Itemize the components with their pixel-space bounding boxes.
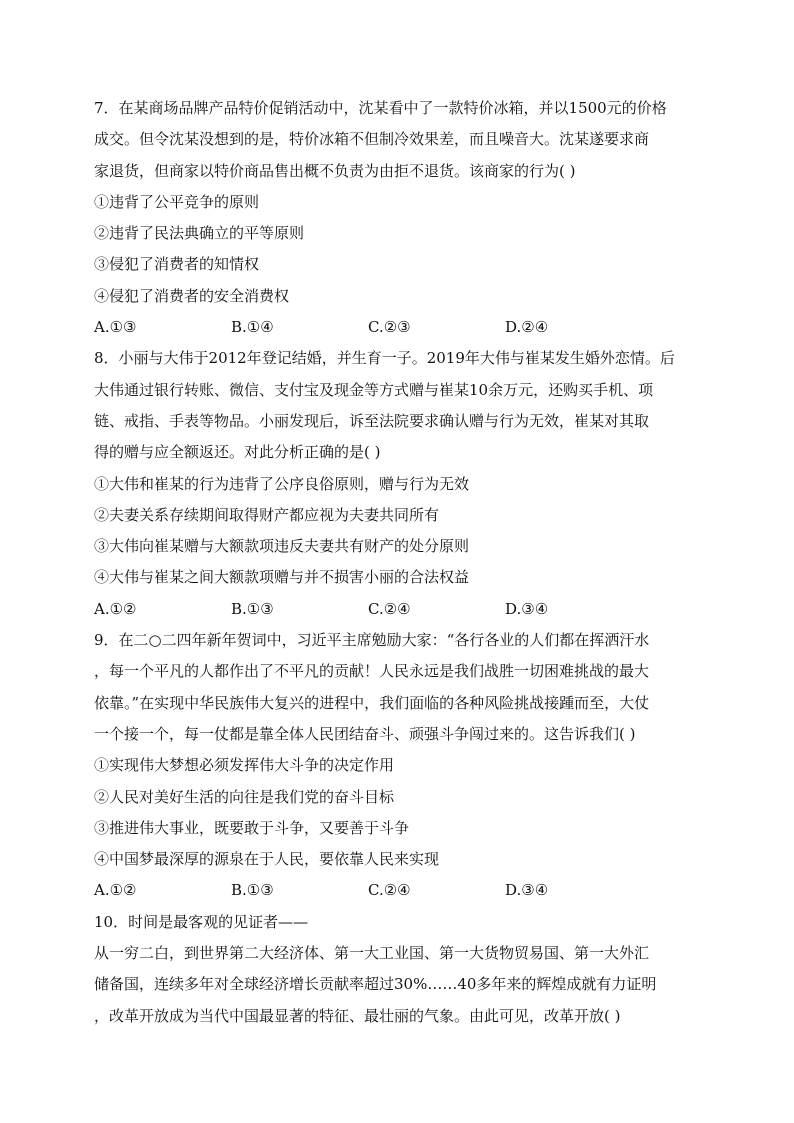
statement: ①大伟和崔某的行为违背了公序良俗原则，赠与行为无效	[94, 474, 470, 493]
question-7	[94, 93, 704, 343]
option-c: C.②④	[368, 881, 411, 900]
question-stem-line: 得的赠与应全额返还。对此分析正确的是( )	[94, 443, 381, 462]
question-stem-line: ，改革开放成为当代中国最显著的特征、最壮丽的气象。由此可见，改革开放( )	[94, 1006, 621, 1025]
question-stem-line: ，每一个平凡的人都作出了不平凡的贡献！人民永远是我们战胜一切困难挑战的最大	[94, 662, 650, 681]
exam-page	[94, 93, 704, 1032]
answer-options	[94, 875, 704, 906]
statement: ④中国梦最深厚的源泉在于人民，要依靠人民来实现	[94, 850, 440, 869]
option-a: A.①③	[94, 318, 137, 337]
question-stem-line: 链、戒指、手表等物品。小丽发现后，诉至法院要求确认赠与行为无效，崔某对其取	[94, 411, 650, 430]
option-b: B.①④	[231, 318, 274, 337]
option-c: C.②③	[368, 318, 411, 337]
statement: ②违背了民法典确立的平等原则	[94, 224, 305, 243]
question-stem-line: 7．在某商场品牌产品特价促销活动中，沈某看中了一款特价冰箱，并以1500元的价格	[94, 99, 667, 117]
question-10	[94, 907, 704, 1032]
option-b: B.①③	[231, 599, 274, 618]
statement: ②人民对美好生活的向往是我们党的奋斗目标	[94, 787, 395, 806]
question-8	[94, 343, 704, 625]
option-d: D.③④	[505, 881, 549, 900]
statement: ③侵犯了消费者的知情权	[94, 255, 260, 274]
question-stem-line: 一个接一个，每一仗都是靠全体人民团结奋斗、顽强斗争闯过来的。这告诉我们( )	[94, 724, 636, 743]
statement: ④大伟与崔某之间大额款项赠与并不损害小丽的合法权益	[94, 568, 470, 587]
option-d: D.③④	[505, 599, 549, 618]
question-stem-line: 9．在二○二四年新年贺词中，习近平主席勉励大家：“各行各业的人们都在挥洒汗水	[94, 631, 650, 650]
statement: ①违背了公平竞争的原则	[94, 192, 260, 211]
question-stem-line: 储备国，连续多年对全球经济增长贡献率超过30%……40多年来的辉煌成就有力证明	[94, 975, 657, 994]
option-a: A.①②	[94, 599, 137, 618]
question-stem-line: 大伟通过银行转账、微信、支付宝及现金等方式赠与崔某10余万元，还购买手机、项	[94, 380, 654, 399]
statement: ②夫妻关系存续期间取得财产都应视为夫妻共同所有	[94, 505, 440, 524]
answer-options	[94, 594, 704, 625]
question-stem-line: 8．小丽与大伟于2012年登记结婚，并生育一子。2019年大伟与崔某发生婚外恋情。后	[94, 349, 675, 368]
question-stem-line: 成交。但令沈某没想到的是，特价冰箱不但制冷效果差，而且噪音大。沈某遂要求商	[94, 130, 650, 149]
question-stem-line: 依靠。”在实现中华民族伟大复兴的进程中，我们面临的各种风险挑战接踵而至，大仗	[94, 693, 650, 712]
question-9	[94, 625, 704, 907]
option-b: B.①③	[231, 881, 274, 900]
statement: ①实现伟大梦想必须发挥伟大斗争的决定作用	[94, 756, 395, 775]
statement: ④侵犯了消费者的安全消费权	[94, 286, 290, 305]
question-stem-line: 从一穷二白，到世界第二大经济体、第一大工业国、第一大货物贸易国、第一大外汇	[94, 944, 650, 963]
question-stem-line: 10．时间是最客观的见证者——	[94, 912, 309, 931]
option-c: C.②④	[368, 599, 411, 618]
option-a: A.①②	[94, 881, 137, 900]
option-d: D.②④	[505, 318, 549, 337]
answer-options	[94, 312, 704, 343]
question-stem-line: 家退货，但商家以特价商品售出概不负责为由拒不退货。该商家的行为( )	[94, 161, 576, 180]
statement: ③大伟向崔某赠与大额款项违反夫妻共有财产的处分原则	[94, 537, 470, 556]
statement: ③推进伟大事业，既要敢于斗争，又要善于斗争	[94, 818, 410, 837]
